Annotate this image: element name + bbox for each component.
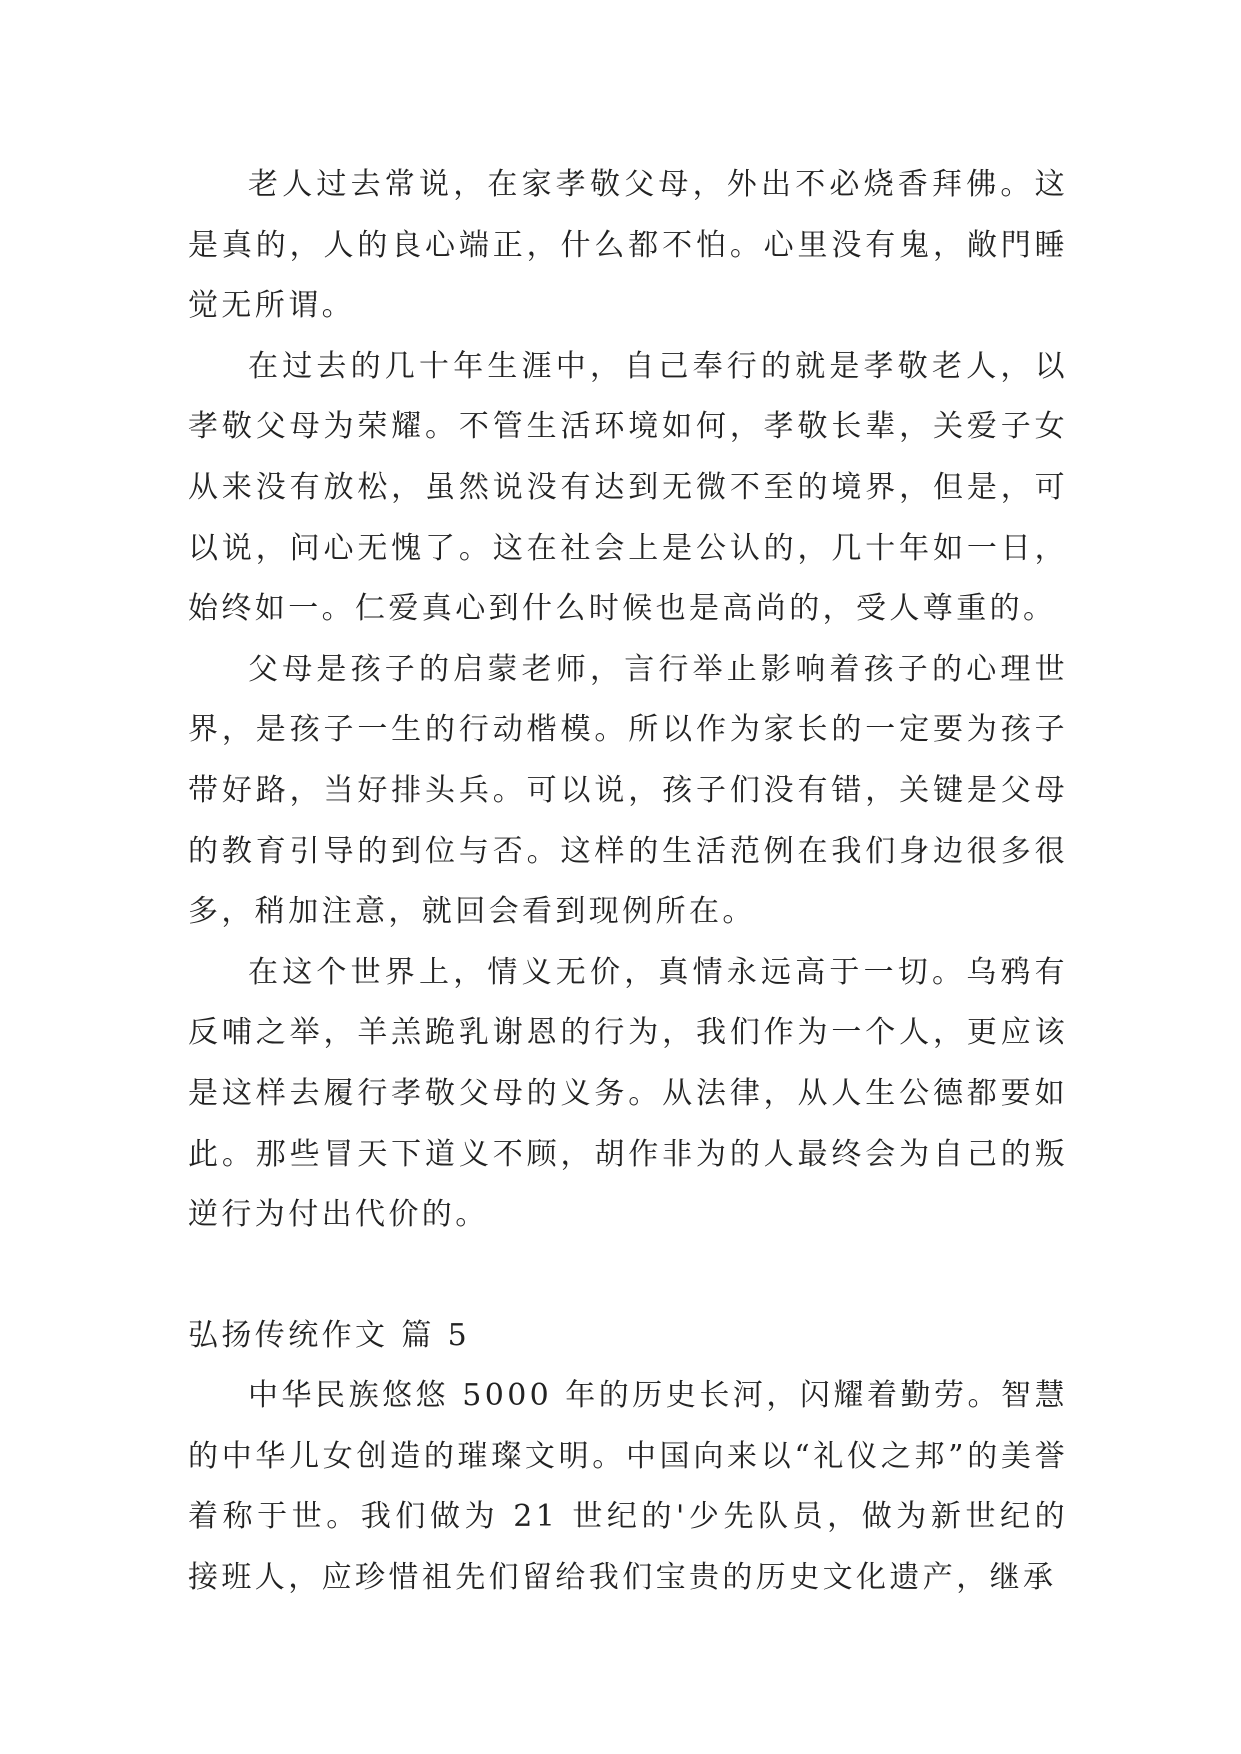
section-heading: 弘扬传统作文 篇 5 (188, 1317, 471, 1353)
document-body (188, 155, 1068, 1609)
paragraph-filial-piety-saying: 老人过去常说，在家孝敬父母，外出不必烧香拜佛。这是真的，人的良心端正，什么都不怕。心里没有鬼，敞門睡觉无所谓。 (188, 167, 1068, 324)
paragraph-parents-as-teachers: 父母是孩子的启蒙老师，言行举止影响着孩子的心理世界，是孩子一生的行动楷模。所以作为家长的一定要为孩子带好路，当好排头兵。可以说，孩子们没有错，关键是父母的教育引导的到位与否。这样的生活范例在我们身边很多很多，稍加注意，就回会看到现例所在。 (188, 651, 1068, 930)
paragraph-chinese-civilization: 中华民族悠悠 5000 年的历史长河，闪耀着勤劳。智慧的中华儿女创造的璀璨文明。中国向来以“礼仪之邦”的美誉着称于世。我们做为 21 世纪的'少先队员，做为新世纪的接班人，应珍惜祖先们留给我们宝贵的历史文化遗产，继承 (188, 1378, 1068, 1596)
paragraph-honoring-elders: 在过去的几十年生涯中，自己奉行的就是孝敬老人，以孝敬父母为荣耀。不管生活环境如何，孝敬长辈，关爱子女从来没有放松，虽然说没有达到无微不至的境界，但是，可以说，问心无愧了。这在社会上是公认的，几十年如一日，始终如一。仁爱真心到什么时候也是高尚的，受人尊重的。 (188, 348, 1068, 627)
paragraph-kindness-priceless: 在这个世界上，情义无价，真情永远高于一切。乌鸦有反哺之举，羊羔跪乳谢恩的行为，我们作为一个人，更应该是这样去履行孝敬父母的义务。从法律，从人生公德都要如此。那些冒天下道义不顾，胡作非为的人最终会为自己的叛逆行为付出代价的。 (188, 954, 1068, 1233)
